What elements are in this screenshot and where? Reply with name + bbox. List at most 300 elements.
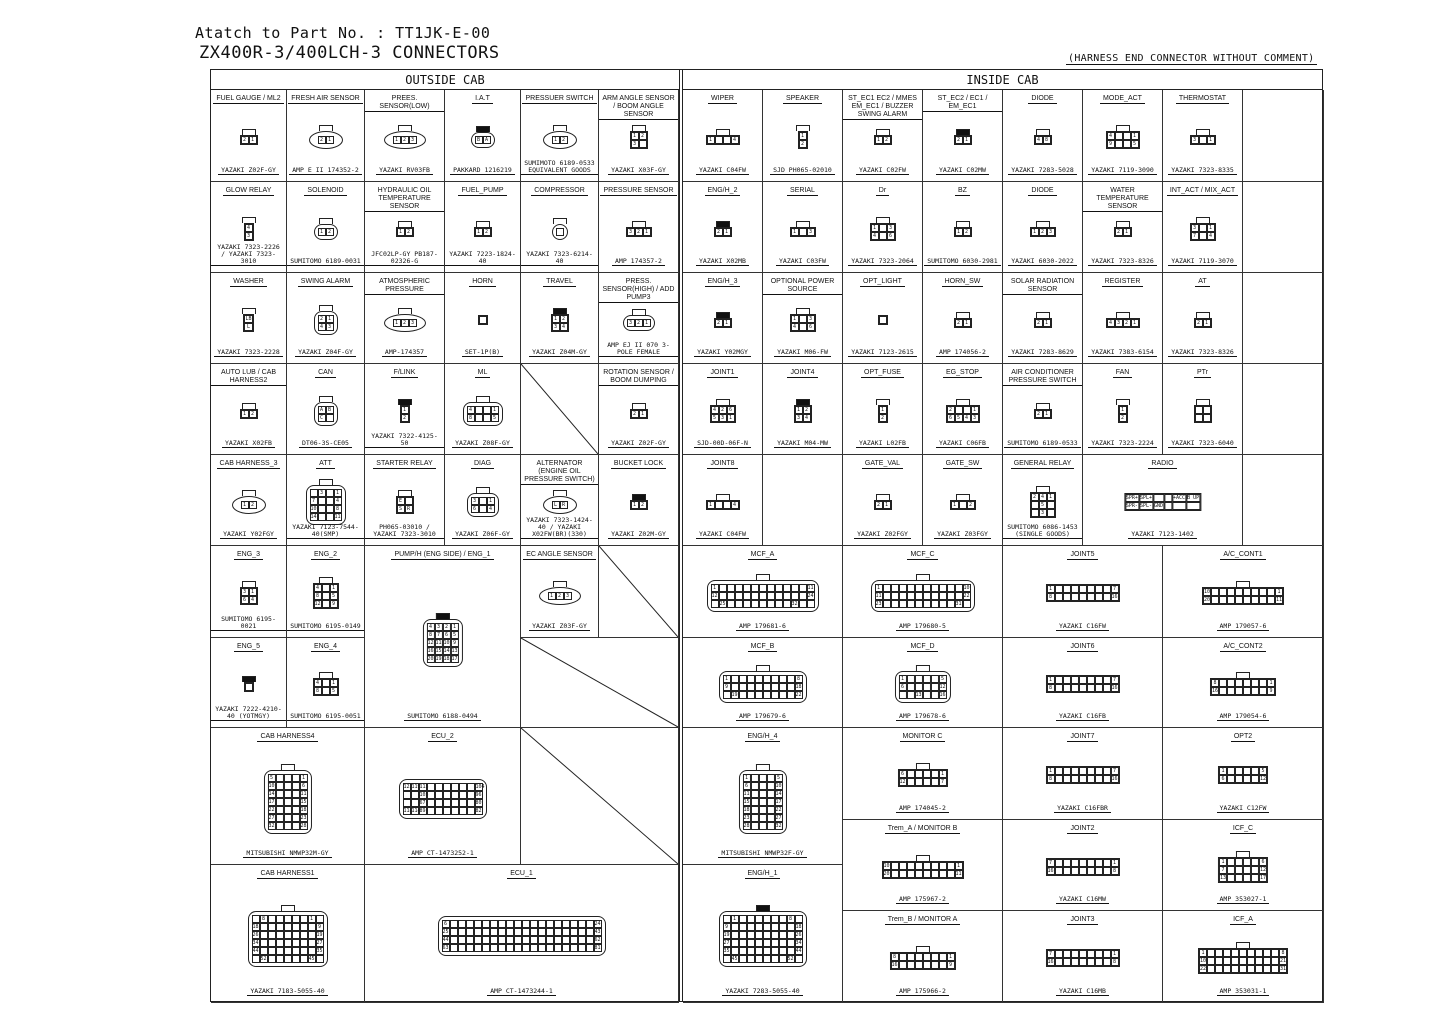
part-number — [521, 517, 598, 539]
blank-cell — [1243, 364, 1324, 455]
connector-cell — [211, 364, 287, 455]
connector-name-text: ST_EC2 / EC1 / EM_EC1 — [923, 95, 1002, 112]
connector-pin — [755, 683, 763, 691]
connector-pin: 5 — [267, 774, 275, 782]
part-number — [521, 251, 598, 266]
connector-pin: 2 — [967, 501, 975, 509]
connector-pin — [276, 798, 284, 806]
connector-pin — [1095, 958, 1103, 966]
connector-pin: 2 — [635, 319, 643, 327]
connector-body — [790, 227, 816, 237]
connector-drawing — [474, 221, 492, 237]
connector-pin: 17 — [1260, 874, 1267, 881]
part-number — [1163, 988, 1323, 996]
connector-drawing — [1124, 493, 1201, 511]
connector-pin — [1123, 140, 1131, 148]
connector-pin: 3 — [434, 623, 442, 631]
connector-pin — [763, 955, 771, 963]
connector-pin — [1251, 588, 1259, 596]
connector-pin: 2 — [715, 228, 723, 236]
connector-name-text: AIR CONDITIONER PRESSURE SWITCH — [1003, 369, 1082, 386]
connector-pin: 1 — [723, 319, 731, 327]
connector-pin — [1095, 950, 1103, 958]
connector-pin: 10 — [1200, 958, 1207, 965]
connector-name-text: SERIAL — [787, 187, 818, 196]
connector-pin: 3 — [564, 592, 572, 600]
connector-pin — [767, 814, 775, 822]
connector-pin: 8 — [1279, 949, 1287, 957]
connector-pin — [739, 955, 747, 963]
connector-pin: 3 — [807, 315, 815, 323]
connector-pin — [931, 691, 939, 699]
connector-drawing — [422, 613, 462, 667]
connector-drawing — [539, 581, 581, 605]
connector-pin — [1255, 965, 1263, 973]
connector-name-text: ENG_4 — [311, 643, 340, 652]
connector-pin — [474, 936, 482, 944]
connector-pin — [879, 232, 887, 240]
connector-body — [738, 770, 786, 834]
connector-pin: 3 — [627, 228, 635, 236]
part-number-text: YAZAKI 7323-8335 — [1168, 167, 1237, 175]
connector-pin: 18 — [300, 806, 307, 813]
connector-cell — [1163, 638, 1324, 728]
connector-name — [763, 95, 842, 104]
connector-pin — [475, 406, 483, 414]
connector-pin — [318, 513, 326, 521]
connector-pin — [514, 944, 522, 952]
connector-pin: 7 — [1191, 232, 1199, 240]
connector-name — [843, 733, 1002, 742]
connector-pin — [1062, 684, 1070, 692]
connector-pin — [1095, 867, 1103, 875]
connector-cell — [211, 182, 287, 273]
part-number — [683, 988, 842, 996]
connector-pin — [1063, 859, 1071, 867]
connector-pin: 1 — [1219, 858, 1227, 866]
connector-pin — [763, 939, 771, 947]
connector-drawing — [1198, 942, 1288, 974]
connector-pin — [751, 782, 759, 790]
part-number — [1163, 896, 1323, 904]
connector-pin — [1078, 585, 1086, 593]
connector-pin — [466, 920, 474, 928]
connector-pin — [883, 584, 891, 592]
connector-pin — [292, 806, 300, 814]
connector-pin — [292, 947, 300, 955]
connector-pin — [308, 947, 316, 955]
connector-pin — [459, 807, 467, 815]
connector-pin — [731, 947, 739, 955]
connector-pin — [1231, 949, 1239, 957]
connector-pin — [879, 224, 887, 232]
connector-pin: 1 — [330, 679, 338, 687]
connector-pin: 2 — [1119, 414, 1127, 422]
connector-name-text: PRESSUER SWITCH — [522, 95, 596, 104]
connector-name — [683, 278, 762, 287]
connector-name — [1003, 551, 1162, 560]
connector-pin — [923, 953, 931, 961]
connector-pin: R — [405, 505, 413, 513]
connector-pin — [1203, 406, 1211, 414]
connector-pin: R — [560, 501, 568, 509]
connector-pin: 9 — [1107, 140, 1115, 148]
connector-pin — [955, 592, 963, 600]
connector-name-text: DIAG — [471, 460, 494, 469]
connector-pin: 23 — [300, 814, 307, 821]
part-number — [445, 251, 520, 266]
connector-pin — [1247, 949, 1255, 957]
connector-pin — [1102, 676, 1110, 684]
connector-pin — [1070, 593, 1078, 601]
part-number-text: YAZAKI Z08F-GY — [452, 440, 513, 448]
part-number — [683, 531, 762, 539]
connector-body — [400, 405, 410, 423]
part-number — [763, 167, 842, 175]
connector-pin — [1231, 957, 1239, 965]
connector-cell — [1003, 273, 1083, 364]
connector-pin — [1055, 859, 1063, 867]
connector-name — [599, 460, 678, 469]
connector-pin — [767, 592, 775, 600]
connector-body — [422, 619, 462, 667]
connector-pin — [915, 778, 923, 786]
part-number — [287, 440, 364, 448]
connector-cell — [521, 455, 599, 546]
part-number — [445, 167, 520, 175]
connector-drawing — [1106, 312, 1140, 328]
connector-pin — [308, 939, 316, 947]
connector-pin — [450, 944, 458, 952]
connector-pin: 1 — [318, 228, 326, 236]
connector-pin: 16 — [939, 692, 946, 699]
connector-pin: 5 — [955, 414, 963, 422]
connector-drawing — [894, 665, 950, 703]
part-number-text: AMP 179054-6 — [1217, 713, 1270, 721]
connector-pin: 4 — [1107, 132, 1115, 140]
connector-name-text: PRESS. SENSOR(HIGH) / ADD PUMP3 — [599, 278, 678, 303]
connector-pin — [739, 931, 747, 939]
connector-cell — [1163, 273, 1243, 364]
part-number — [683, 713, 842, 721]
connector-pin — [759, 798, 767, 806]
connector-pin — [1087, 950, 1095, 958]
connector-pin: 6 — [300, 782, 308, 790]
connector-name — [599, 278, 678, 303]
connector-pin: 2 — [241, 136, 249, 144]
part-number — [843, 805, 1002, 813]
connector-name-text: WATER TEMPERATURE SENSOR — [1083, 187, 1162, 212]
connector-drawing — [478, 315, 488, 325]
connector-pin — [474, 944, 482, 952]
connector-pin — [723, 915, 731, 923]
connector-name-text: Trem_B / MONITOR A — [885, 916, 961, 925]
connector-pin — [1164, 502, 1172, 510]
part-number-text: YAZAKI 7323-8326 — [1168, 349, 1237, 357]
connector-pin — [276, 774, 284, 782]
connector-pin — [467, 791, 475, 799]
connector-pin: 1 — [707, 501, 715, 509]
connector-pin — [779, 947, 787, 955]
connector-pin — [268, 931, 276, 939]
connector-pin: 3 — [1039, 509, 1047, 517]
connector-pin — [284, 915, 292, 923]
connector-name — [211, 733, 364, 742]
connector-pin: 1 — [334, 489, 342, 497]
connector-pin — [276, 931, 284, 939]
connector-pin: 5 — [711, 414, 719, 422]
connector-pin — [1259, 596, 1267, 604]
connector-pin: L — [552, 501, 560, 509]
connector-pin: 1 — [1046, 676, 1054, 684]
connector-pin — [1047, 509, 1055, 517]
part-number — [599, 167, 678, 175]
connector-pin: 8 — [1046, 775, 1054, 783]
connector-pin: 2 — [318, 315, 326, 323]
connector-pin — [731, 931, 739, 939]
connector-pin — [458, 920, 466, 928]
connector-pin — [292, 790, 300, 798]
connector-pin — [1243, 767, 1251, 775]
connector-pin: 3 — [1115, 319, 1123, 327]
connector-sheet — [210, 69, 1323, 1002]
connector-pin — [326, 497, 334, 505]
connector-pin: 7 — [1110, 676, 1118, 684]
connector-pin: 2 — [401, 319, 409, 327]
connector-name-text: ENG_2 — [311, 551, 340, 560]
connector-name-text: FUEL GAUGE / ML2 — [213, 95, 283, 104]
part-number — [763, 349, 842, 357]
connector-name-text: SOLAR RADIATION SENSOR — [1003, 278, 1082, 295]
connector-pin — [506, 936, 514, 944]
connector-drawing — [1034, 403, 1052, 419]
connector-pin — [1227, 858, 1235, 866]
connector-name-text: A/C_CONT1 — [1220, 551, 1265, 560]
connector-pin — [530, 920, 538, 928]
connector-pin — [300, 915, 308, 923]
connector-pin: 2 — [405, 228, 413, 236]
connector-drawing — [954, 312, 972, 328]
connector-pin: 2 — [249, 501, 257, 509]
connector-pin — [435, 783, 443, 791]
connector-pin: 25 — [442, 929, 449, 936]
connector-pin: 1 — [475, 228, 483, 236]
connector-pin — [459, 791, 467, 799]
connector-pin — [639, 140, 647, 148]
connector-pin — [787, 939, 795, 947]
connector-pin: 4 — [313, 584, 321, 592]
connector-cell — [923, 364, 1003, 455]
connector-cell — [1163, 90, 1243, 182]
connector-pin: 28 — [743, 822, 750, 829]
empty-cell — [521, 638, 679, 728]
connector-pin — [1103, 867, 1111, 875]
connector-pin: 4 — [803, 414, 811, 422]
connector-pin: 1 — [711, 584, 719, 592]
connector-pin — [1086, 684, 1094, 692]
connector-pin — [775, 584, 783, 592]
part-number — [287, 349, 364, 357]
connector-name-text: HORN_SW — [942, 278, 984, 287]
connector-pin — [1063, 950, 1071, 958]
connector-pin — [1078, 767, 1086, 775]
connector-pin: 43 — [594, 929, 601, 936]
connector-pin — [435, 791, 443, 799]
connector-body — [240, 135, 258, 145]
connector-pin — [799, 592, 807, 600]
connector-name-text: STARTER RELAY — [373, 460, 435, 469]
connector-pin — [727, 592, 735, 600]
connector-pin — [316, 955, 324, 963]
part-number-text: YAZAKI C04FW — [696, 167, 749, 175]
connector-cell — [211, 455, 287, 546]
connector-pin — [451, 807, 459, 815]
connector-pin: 16 — [1047, 867, 1054, 874]
connector-pin — [755, 939, 763, 947]
connector-pin — [1102, 585, 1110, 593]
connector-pin — [1223, 949, 1231, 957]
connector-cell — [445, 455, 521, 546]
connector-pin: 63 — [442, 945, 449, 952]
connector-pin: GND — [1153, 502, 1164, 509]
connector-pin — [1086, 593, 1094, 601]
connector-pin — [1103, 958, 1111, 966]
connector-pin: 1 — [1046, 585, 1054, 593]
connector-name-text: OPT2 — [1231, 733, 1255, 742]
connector-pin — [578, 936, 586, 944]
connector-pin — [763, 915, 771, 923]
connector-name — [843, 187, 922, 196]
part-number-text: AMP-174357 — [382, 349, 427, 357]
connector-name-text: CAN — [315, 369, 336, 378]
connector-body — [1034, 318, 1052, 328]
part-number-text: AMP 353027-1 — [1217, 896, 1270, 904]
connector-pin: 17 — [451, 656, 458, 663]
connector-name — [211, 95, 286, 104]
connector-pin — [759, 592, 767, 600]
connector-drawing — [950, 494, 976, 510]
part-number — [365, 524, 444, 539]
connector-pin — [1164, 494, 1172, 502]
connector-pin — [779, 915, 787, 923]
connector-pin — [482, 944, 490, 952]
connector-pin — [1251, 866, 1259, 874]
part-number — [923, 531, 1002, 539]
connector-pin — [1251, 687, 1259, 695]
connector-name — [1083, 278, 1162, 287]
connector-drawing — [248, 905, 328, 967]
connector-name — [763, 369, 842, 378]
part-number — [521, 349, 598, 357]
connector-cell — [445, 273, 521, 364]
connector-pin: 13 — [451, 648, 458, 655]
connector-pin: 1 — [727, 414, 735, 422]
connector-pin: 20 — [427, 656, 434, 663]
connector-pin — [743, 592, 751, 600]
connector-pin: 6 — [471, 505, 479, 513]
connector-pin — [907, 870, 915, 878]
part-number — [1083, 258, 1162, 266]
part-number — [1083, 531, 1242, 539]
connector-pin — [795, 955, 803, 963]
connector-pin: 10 — [268, 782, 275, 789]
connector-pin — [467, 783, 475, 791]
connector-pin: 1 — [631, 501, 639, 509]
connector-pin — [767, 584, 775, 592]
connector-pin — [755, 691, 763, 699]
connector-pin — [907, 862, 915, 870]
connector-pin — [915, 592, 923, 600]
part-number-text: YAZAKI 7323-1424-40 / YAZAKI X02FW(BR)(330) — [521, 517, 598, 539]
connector-name — [211, 278, 286, 287]
connector-pin — [538, 920, 546, 928]
connector-pin — [458, 944, 466, 952]
connector-pin — [763, 675, 771, 683]
connector-pin: 18 — [743, 806, 750, 813]
connector-pin — [300, 939, 308, 947]
connector-pin: 8 — [314, 687, 322, 695]
connector-pin — [771, 675, 779, 683]
connector-pin — [715, 136, 723, 144]
connector-cell — [1003, 911, 1163, 1003]
connector-pin: A — [483, 136, 491, 144]
part-number-text: PH065-03010 / YAZAKI 7323-3010 — [365, 524, 444, 539]
part-number-text: YAZAKI 7283-5055-40 — [722, 988, 802, 996]
connector-name — [683, 551, 842, 560]
connector-name-text: I.A.T — [472, 95, 493, 104]
connector-pin — [731, 923, 739, 931]
connector-cell — [763, 182, 843, 273]
connector-name — [1003, 916, 1162, 925]
connector-body — [719, 671, 807, 703]
connector-drawing — [874, 129, 892, 145]
connector-pin: 6 — [898, 770, 906, 778]
part-number — [843, 349, 922, 357]
part-number-text: SUMITOMO 6195-0051 — [287, 713, 363, 721]
connector-pin — [443, 783, 451, 791]
connector-pin — [931, 770, 939, 778]
connector-name — [763, 278, 842, 295]
connector-pin: 1 — [791, 228, 799, 236]
connector-pin — [1227, 767, 1235, 775]
connector-pin — [318, 497, 326, 505]
connector-drawing — [242, 308, 256, 332]
connector-pin — [292, 822, 300, 830]
connector-name — [287, 460, 364, 469]
connector-pin — [1219, 687, 1227, 695]
connector-cell — [843, 455, 923, 546]
connector-pin — [451, 791, 459, 799]
part-number — [1003, 258, 1082, 266]
connector-pin: 3 — [971, 414, 979, 422]
connector-pin — [1031, 501, 1039, 509]
connector-drawing — [240, 581, 258, 605]
connector-body — [543, 496, 577, 514]
connector-pin: 5 — [451, 631, 459, 639]
connector-cell — [683, 865, 843, 1003]
connector-pin — [931, 683, 939, 691]
connector-pin — [735, 592, 743, 600]
connector-cell — [445, 364, 521, 455]
connector-pin — [767, 790, 775, 798]
connector-pin: 1 — [1219, 767, 1227, 775]
connector-pin: 8 — [1046, 593, 1054, 601]
connector-name — [445, 369, 520, 378]
connector-name — [1163, 733, 1323, 742]
connector-pin — [923, 770, 931, 778]
connector-drawing — [1194, 312, 1212, 328]
connector-name-text: ROTATION SENSOR / BOOM DUMPING — [599, 369, 678, 386]
